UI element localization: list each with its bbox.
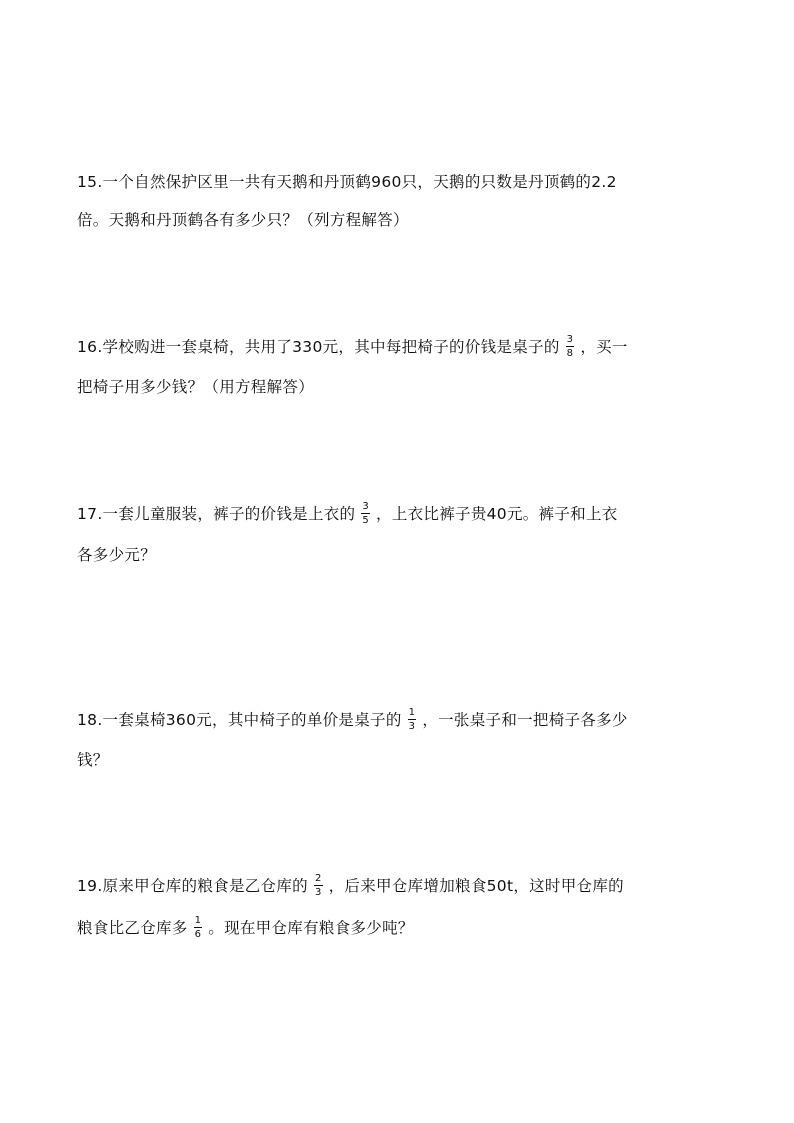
fraction-bar — [566, 346, 575, 347]
fraction-denominator: 3 — [314, 887, 322, 898]
problem-19-text-before: 19.原来甲仓库的粮食是乙仓库的 — [77, 877, 308, 895]
fraction-denominator: 6 — [194, 929, 202, 940]
fraction-numerator: 2 — [314, 873, 322, 884]
problem-15-line-1: 15.一个自然保护区里一共有天鹅和丹顶鹤960只，天鹅的只数是丹顶鹤的2.2 — [77, 173, 617, 191]
fraction — [408, 707, 417, 732]
problem-19-text-after: ，后来甲仓库增加粮食50t，这时甲仓库的 — [328, 877, 624, 895]
problem-16-line-2: 把椅子用多少钱？（用方程解答） — [77, 378, 315, 396]
fraction — [194, 915, 203, 940]
problem-16-text-after: ，买一 — [580, 338, 628, 356]
fraction-denominator: 8 — [566, 348, 574, 359]
fraction-numerator: 1 — [408, 707, 416, 718]
fraction-numerator: 1 — [194, 915, 202, 926]
fraction — [314, 873, 323, 898]
problem-19-line-1 — [77, 874, 624, 898]
fraction — [361, 501, 370, 526]
fraction-bar — [408, 719, 417, 720]
fraction-bar — [194, 927, 203, 928]
problem-18-text-before: 18.一套桌椅360元，其中椅子的单价是桌子的 — [77, 711, 402, 729]
fraction-numerator: 3 — [566, 334, 574, 345]
problem-16-text-before: 16.学校购进一套桌椅，共用了330元，其中每把椅子的价钱是桌子的 — [77, 338, 560, 356]
problem-17-text-before: 17.一套儿童服装，裤子的价钱是上衣的 — [77, 505, 356, 523]
problem-18-line-1 — [77, 708, 628, 732]
fraction-denominator: 3 — [408, 721, 416, 732]
fraction-bar — [314, 885, 323, 886]
fraction-denominator: 5 — [362, 515, 370, 526]
problem-19-text-before-2: 粮食比乙仓库多 — [77, 919, 188, 937]
problem-19-line-2 — [77, 916, 414, 940]
problem-18-line-2: 钱？ — [77, 751, 109, 769]
problem-16-line-1 — [77, 335, 628, 359]
fraction-bar — [361, 513, 370, 514]
problem-19-text-after-2: 。现在甲仓库有粮食多少吨？ — [208, 919, 414, 937]
problem-17-line-2: 各多少元？ — [77, 546, 157, 564]
fraction — [566, 334, 575, 359]
fraction-numerator: 3 — [362, 501, 370, 512]
problem-18-text-after: ，一张桌子和一把椅子各多少 — [422, 711, 628, 729]
problem-17-text-after: ，上衣比裤子贵40元。裤子和上衣 — [376, 505, 618, 523]
problem-15-line-2: 倍。天鹅和丹顶鹤各有多少只？（列方程解答） — [77, 211, 409, 229]
problem-17-line-1 — [77, 502, 618, 526]
